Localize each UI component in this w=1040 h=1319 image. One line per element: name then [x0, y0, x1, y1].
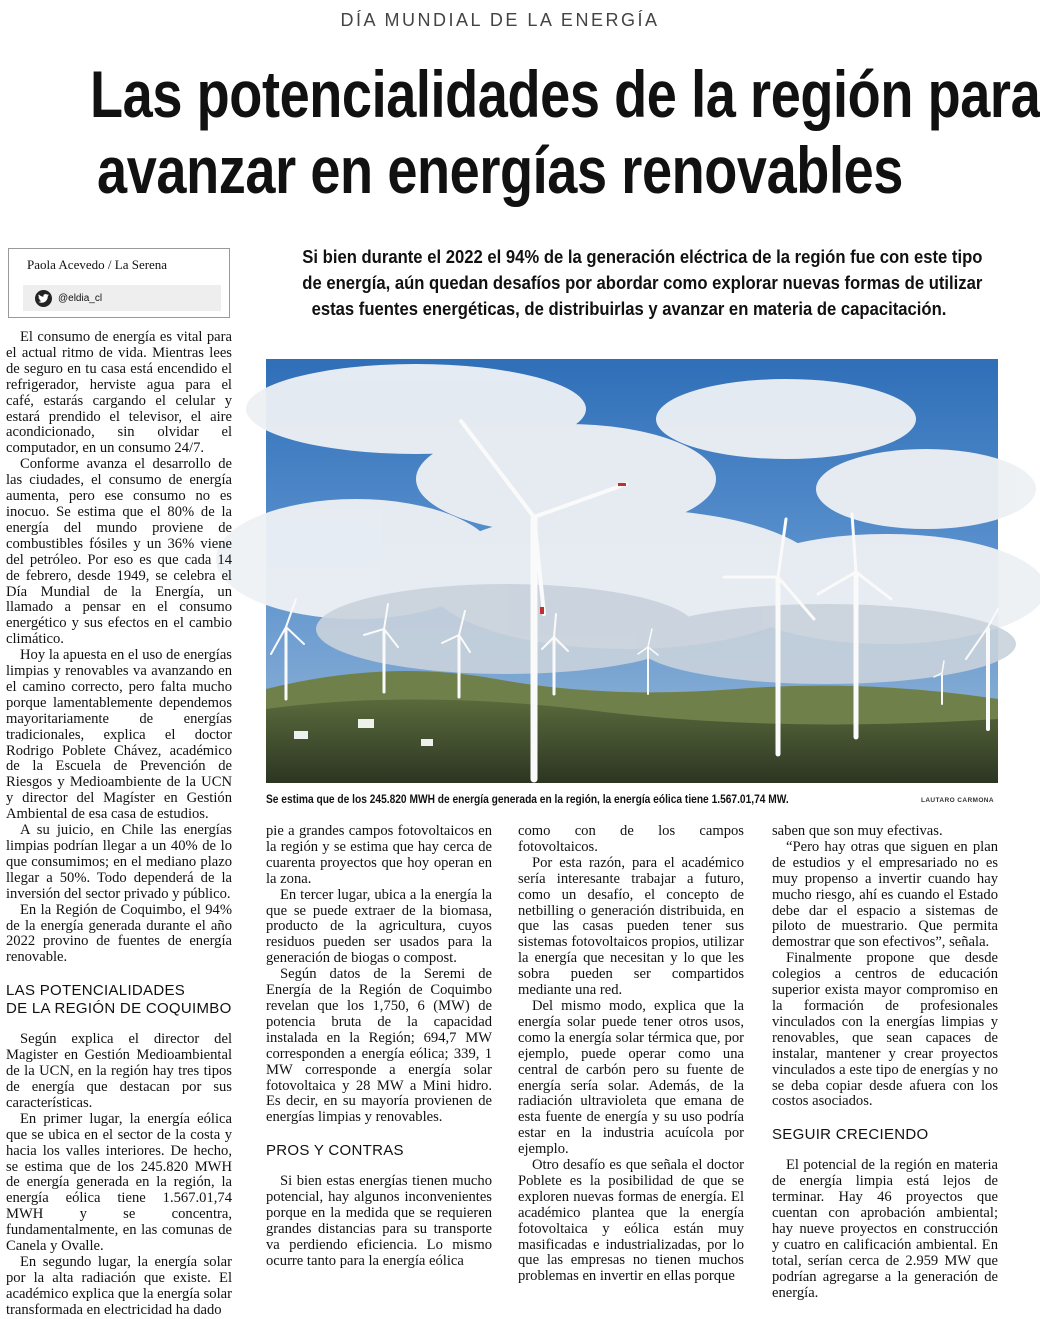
headline: [90, 56, 1040, 208]
lede: [302, 244, 983, 322]
photo-caption: Se estima que de los 245.820 MWH de energía generada en la región, la energía eólica tiene 1.567.01,74 MW.: [266, 792, 789, 806]
twitter-icon: [35, 290, 52, 307]
paragraph: El consumo de energía es vital para el actual ritmo de vida. Mientras lees de seguro en tu casa está encendido el refrigerador, herviste agua para el café, estarás cargando el celular y estará prendido el televisor, el aire acondicionado, sin olvidar el computador, en un consumo 24/7.: [6, 329, 232, 457]
twitter-handle[interactable]: @eldia_cl: [58, 292, 103, 304]
paragraph: En la Región de Coquimbo, el 94% de la energía generada durante el año 2022 provino de fuentes de energía renovable.: [6, 901, 232, 966]
paragraph: Del mismo modo, explica que la energía solar puede tener otros usos, como la energía solar térmica que, por ejemplo, puede operar como una central de carbón pero su fuente de energía sería solar. Además, de la radiación ultravioleta que emana de esta fuente de energía y su uso podría estar en la industria acuícola por ejemplo.: [518, 997, 744, 1158]
byline-separator: /: [104, 257, 115, 272]
paragraph: saben que son muy efectivas.: [772, 823, 943, 839]
paragraph: El potencial de la región en materia de energía limpia está lejos de terminar. Hay 46 proyectos que cuentan con aprobación ambiental; hay nueve proyectos en construcción y cuatro en calificación ambiental. En total, serían cerca de 2.959 MW que podrían agregarse a la generación de energía.: [772, 1157, 998, 1301]
section-kicker: DÍA MUNDIAL DE LA ENERGÍA: [340, 10, 660, 30]
paragraph: Finalmente propone que desde colegios a centros de educación superior exista mayor compromiso en la formación de profesionales vinculados con la energías limpias y renovables, que sean capaces de instalar, mantener y crear proyectos vinculados a este tipo de energías y no se deba copiar desde afuera con los costos asociados.: [772, 950, 998, 1110]
byline-author: Paola Acevedo: [27, 257, 105, 272]
photo-credit: LAUTARO CARMONA: [920, 797, 994, 804]
paragraph: Conforme avanza el desarrollo de las ciudades, el consumo de energía aumenta, pero ese consumo no es inocuo. Se estima que el 80% de la energía del mundo proviene de combustibles fósiles y un 36% viene del petróleo. Por eso es que cada 14 de febrero, desde 1949, se celebra el Día Mundial de la Energía, un llamado a pensar en el consumo energético y sus efectos en el cambio climático.: [6, 456, 232, 648]
subheading-potencialidades: [6, 982, 232, 1018]
article-column-2: [266, 824, 492, 1302]
paragraph: “Pero hay otras que siguen en plan de estudios y el empresariado no es muy propenso a invertir cuando hay mucho riesgo, ahí es cuando el Estado debe dar el espacio a sistemas de piloto de muestrario. Que permita demostrar que son efectivos”, señala.: [772, 838, 998, 951]
article-column-4: [772, 824, 998, 1302]
subheading-line: SEGUIR CRECIENDO: [772, 1126, 929, 1144]
subheading-pros-contras: [266, 1142, 492, 1160]
headline-line-2: avanzar en energías renovables: [97, 133, 903, 207]
headline-line-1: Las potencialidades de la región para: [90, 57, 1040, 131]
twitter-row: [23, 285, 221, 311]
paragraph: En primer lugar, la energía eólica que se ubica en el sector de la costa y hacia los valles interiores. De hecho, se estima que de los 245.820 MWH de energía generada en la región, la energía eólica tiene 1.567.01,74 MWH y se concentra, fundamentalmente, en las comunas de Canela y Ovalle.: [6, 1110, 232, 1255]
paragraph: En segundo lugar, la energía solar por la alta radiación que existe. El académico explica que la energía solar transformada en electricidad ha dado: [6, 1253, 232, 1318]
byline-location: La Serena: [114, 257, 168, 272]
paragraph: Por esta razón, para el académico sería interesante trabajar a futuro, como un desafío, el concepto de netbilling o generación distribuida, en que las casas pueden tener sus sistemas fotovoltaicos propios, utilizar la energía que necesitan y lo que les sobra pueden ser compartidos mediante una red.: [518, 854, 744, 999]
article-column-1: [6, 329, 232, 1318]
wind-farm-photo: [266, 359, 998, 783]
paragraph: Según datos de la Seremi de Energía de la Región de Coquimbo revelan que los 1,750, 6 (MW) de potencia bruta de la capacidad instalada en la Región; 694,7 MW corresponden a energía eólica; 339, 1 MW corresponde a energía solar fotovoltaica y 28 MW a Mini hidro. Es decir, en su mayoría provienen de energías limpias y renovables.: [266, 966, 492, 1126]
lede-line: de energía, aún quedan desafíos por abordar como explorar nuevas formas de utilizar: [302, 272, 983, 293]
article-column-3: [518, 824, 744, 1302]
paragraph: como con de los campos fotovoltaicos.: [518, 823, 744, 855]
byline: [9, 249, 229, 273]
paragraph: Otro desafío es que señala el doctor Poblete es la posibilidad de que se exploren nuevas formas de energía. El académico plantea que la energía fotovoltaica y eólica están muy masificadas e industrializadas, por lo que las empresas no tienen muchos problemas en invertir en ellas porque: [518, 1157, 744, 1285]
paragraph: En tercer lugar, ubica a la energía la que se puede extraer de la biomasa, producto de la agricultura, cuyos residuos pueden ser usados para la generación de biogas o compost.: [266, 886, 492, 967]
byline-box: [8, 248, 230, 318]
paragraph: Si bien estas energías tienen mucho potencial, hay algunos inconvenientes porque en la medida que se requieren grandes distancias para su transporte va perdiendo eficiencia. Lo mismo ocurre tanto para la energía eólica: [266, 1173, 492, 1269]
subheading-line: PROS Y CONTRAS: [266, 1142, 404, 1160]
subheading-line: DE LA REGIÓN DE COQUIMBO: [6, 1000, 232, 1018]
paragraph: Hoy la apuesta en el uso de energías limpias y renovables va avanzando en el camino correcto, pero falta mucho porque lamentablemente dependemos mayoritariamente de energías tradicionales, explica el doctor Rodrigo Poblete Chávez, académico de la Escuela de Prevención de Riesgos y Medioambiente de la UCN y director del Magíster en Gestión Ambiental de esa casa de estudios.: [6, 647, 232, 823]
paragraph: pie a grandes campos fotovoltaicos en la región y se estima que hay cerca de cuarenta proyectos que hoy operan en la zona.: [266, 823, 492, 887]
lede-line: estas fuentes energéticas, de distribuirlas y avanzar en materia de capacitación.: [311, 298, 947, 319]
subheading-line: LAS POTENCIALIDADES: [6, 982, 186, 1000]
subheading-seguir-creciendo: [772, 1126, 998, 1144]
paragraph: A su juicio, en Chile las energías limpias podrían llegar a un 40% de lo que consumimos; en el mediano plazo llegar a 50%. Todo dependerá de la inversión del sector privado y público.: [6, 822, 232, 902]
lede-line: Si bien durante el 2022 el 94% de la generación eléctrica de la región fue con este tipo: [302, 246, 983, 267]
paragraph: Según explica el director del Magister en Gestión Medioambiental de la UCN, en la región hay tres tipos de energía que destacan por sus características.: [6, 1031, 232, 1111]
